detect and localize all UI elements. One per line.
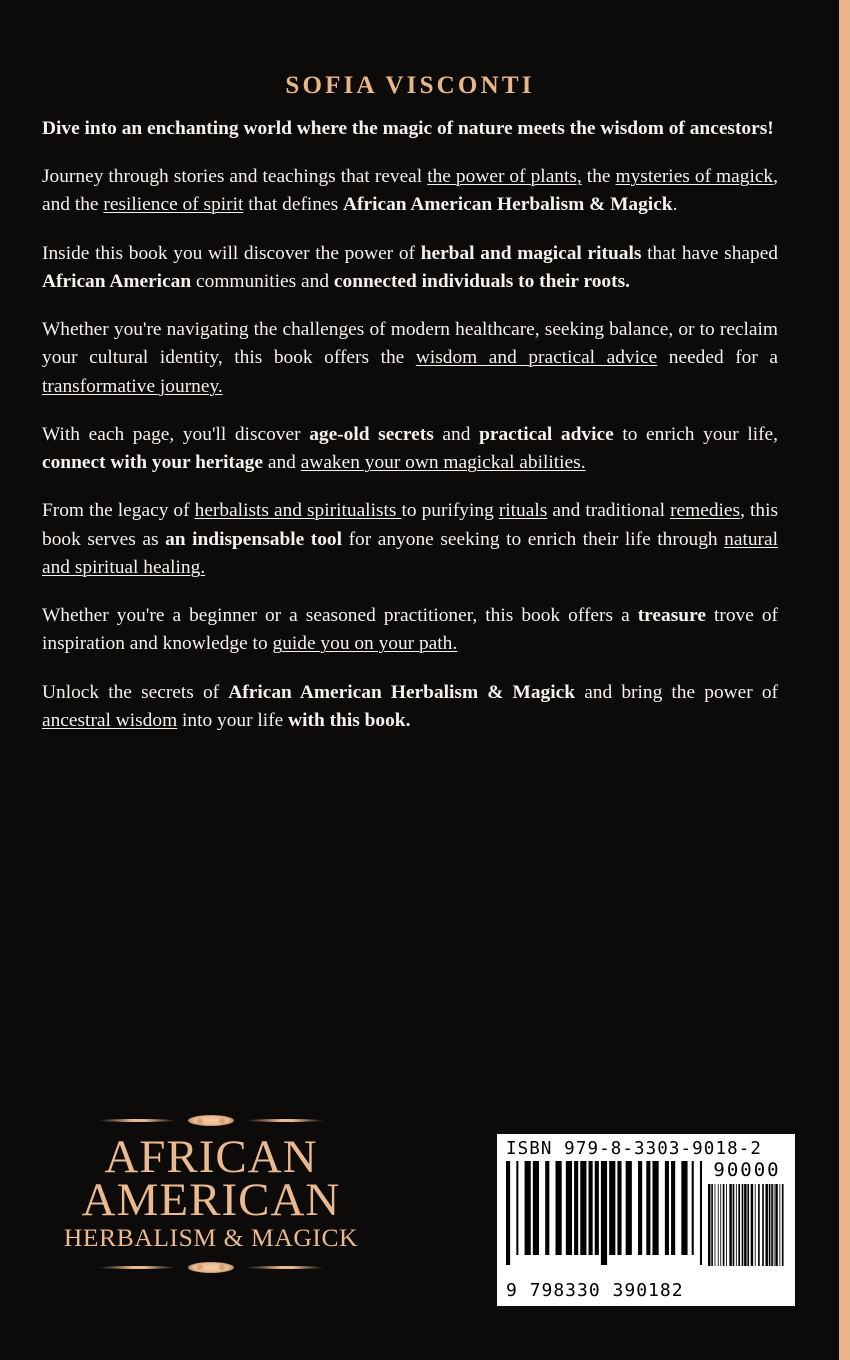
- text-run: , this book serves as: [42, 500, 778, 550]
- logo-line-african: AFRICAN: [104, 1131, 318, 1183]
- text-run: With each page, you'll discover: [42, 423, 310, 445]
- underlined-run: natural and spiritual healing.: [42, 528, 779, 578]
- isbn-barcode-block: [497, 1134, 795, 1306]
- text-run: , and the: [42, 166, 778, 216]
- text-run: to enrich your life,: [613, 423, 779, 445]
- logo-line-american: AMERICAN: [81, 1174, 341, 1227]
- underlined-run: rituals: [498, 500, 548, 522]
- bold-run: practical advice: [479, 423, 614, 445]
- text-run: communities and: [191, 270, 334, 292]
- text-run: and traditional: [547, 500, 671, 522]
- author-name: SOFIA VISCONTI: [285, 72, 535, 99]
- text-run: into your life: [177, 709, 289, 731]
- bold-run: African American Herbalism & Magick: [228, 681, 576, 703]
- ean13-bars-icon: [506, 1161, 702, 1265]
- book-title-logo: [52, 1112, 370, 1275]
- paragraph-3: [42, 316, 778, 401]
- ornament-bar-right: [246, 1266, 324, 1269]
- addon-bars-icon: [708, 1184, 786, 1266]
- isbn-text: ISBN 979-8-3303-9018-2: [506, 1139, 762, 1159]
- underlined-run: remedies: [670, 500, 741, 522]
- underlined-run: wisdom and practical advice: [415, 347, 658, 369]
- logo-line-subtitle: HERBALISM & MAGICK: [63, 1223, 359, 1253]
- underlined-run: guide you on your path.: [272, 633, 458, 655]
- text-run: needed for a: [657, 347, 778, 369]
- spine-edge-strip: [839, 0, 850, 1360]
- text-run: trove of inspiration and knowledge to: [42, 605, 778, 655]
- bold-run: an indispensable tool: [165, 528, 343, 550]
- addon-digits: 90000: [713, 1158, 781, 1181]
- text-run: and: [263, 452, 301, 474]
- text-run: and bring the power of: [575, 681, 779, 703]
- underlined-run: ancestral wisdom: [42, 709, 178, 731]
- text-run: that have shaped: [641, 242, 778, 264]
- barcode-bars-row: [506, 1158, 786, 1282]
- text-run: Inside this book you will discover the power of: [42, 242, 421, 264]
- underlined-run: resilience of spirit: [103, 194, 244, 216]
- ornament-bead: [188, 1115, 234, 1126]
- underlined-run: mysteries of magick: [615, 166, 774, 188]
- underlined-run: transformative journey.: [42, 375, 223, 397]
- text-run: that defines: [243, 194, 344, 216]
- ornament-divider-top-icon: [92, 1112, 330, 1128]
- bold-run: age-old secrets: [309, 423, 434, 445]
- ean13-barcode: [506, 1161, 702, 1265]
- text-run: Unlock the secrets of: [42, 681, 229, 703]
- ornament-bar-left: [98, 1266, 176, 1269]
- underlined-run: the power of plants,: [427, 166, 582, 188]
- ornament-bar-left: [98, 1119, 176, 1122]
- text-run: Whether you're navigating the challenges of modern healthcare, seeking balance, or to reclaim your cultural identity, this book offers the: [42, 319, 778, 369]
- underlined-run: awaken your own magickal abilities.: [300, 452, 586, 474]
- bold-run: connect with your heritage: [42, 452, 263, 474]
- bold-run: African American: [42, 270, 192, 292]
- ean-digits: 9 798330 390182: [506, 1280, 684, 1301]
- text-run: Journey through stories and teachings that reveal: [42, 166, 428, 188]
- ornament-divider-bottom-icon: [92, 1259, 330, 1275]
- text-run: the: [581, 166, 616, 188]
- back-cover-content: [42, 0, 778, 755]
- barcode-addon: [708, 1158, 786, 1266]
- text-run: and: [433, 423, 480, 445]
- bold-run: treasure: [637, 605, 706, 627]
- bold-run: connected individuals to their roots.: [333, 270, 630, 292]
- text-run: to purifying: [401, 500, 499, 522]
- lead-paragraph: Dive into an enchanting world where the magic of nature meets the wisdom of ancestors!: [42, 118, 774, 139]
- paragraph-7: [42, 679, 778, 735]
- paragraph-5: [42, 497, 778, 582]
- paragraph-6: [42, 602, 778, 658]
- ornament-bead: [188, 1262, 234, 1273]
- paragraph-4: [42, 421, 778, 477]
- underlined-run: herbalists and spiritualists: [194, 500, 402, 522]
- ornament-bar-right: [246, 1119, 324, 1122]
- bold-run: with this book.: [288, 709, 411, 731]
- text-run: From the legacy of: [42, 500, 195, 522]
- paragraph-1: [42, 163, 778, 219]
- text-run: Whether you're a beginner or a seasoned practitioner, this book offers a: [42, 605, 638, 627]
- bold-run: herbal and magical rituals: [420, 242, 642, 264]
- text-run: .: [672, 194, 678, 216]
- bold-run: African American Herbalism & Magick: [343, 194, 673, 216]
- paragraph-2: [42, 240, 778, 296]
- text-run: for anyone seeking to enrich their life through: [342, 528, 725, 550]
